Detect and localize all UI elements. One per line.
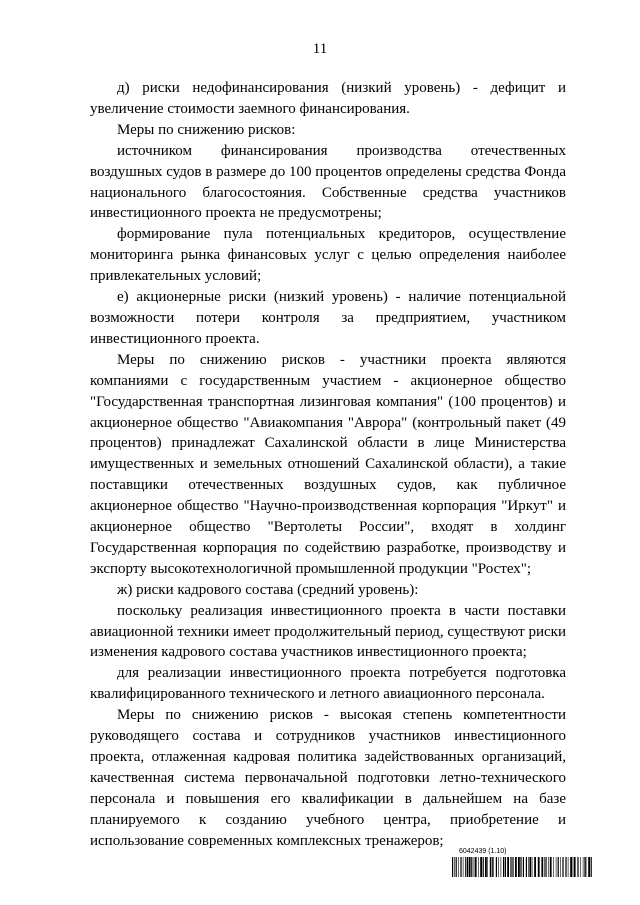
barcode-caption: 6042439 (1.10): [459, 848, 507, 855]
barcode-icon: [452, 857, 592, 877]
paragraph: для реализации инвестиционного проекта потребуется подготовка квалифицированного технического и летного авиационного персонала.: [90, 665, 566, 703]
paragraph: ж) риски кадрового состава (средний уровень):: [117, 581, 419, 598]
paragraph: формирование пула потенциальных кредиторов, осуществление мониторинга рынка финансовых услуг с целью определения наиболее привлекательных условий;: [90, 226, 566, 285]
document-body: [90, 78, 566, 852]
paragraph: Меры по снижению рисков:: [117, 121, 296, 138]
document-barcode: [452, 848, 592, 877]
paragraph: е) акционерные риски (низкий уровень) - наличие потенциальной возможности потери контроля за предприятием, участником инвестиционного проекта.: [90, 289, 566, 347]
paragraph: д) риски недофинансирования (низкий уровень) - дефицит и увеличение стоимости заемного финансирования.: [90, 80, 566, 117]
page-number: 11: [312, 41, 328, 57]
paragraph: поскольку реализация инвестиционного проекта в части поставки авиационной техники имеет продолжительный период, существуют риски изменения кадрового состава участников инвестиционного проекта;: [90, 602, 566, 661]
paragraph: Меры по снижению рисков - высокая степень компетентности руководящего состава и сотрудников участников инвестиционного проекта, отлаженная кадровая политика задействованных организаций, качественная система первоначальной подготовки летно-технического персонала и повышения его квалификации в дальнейшем на базе планируемого к созданию учебного центра, приобретение и использование современных комплексных тренажеров;: [90, 707, 566, 849]
paragraph: Меры по снижению рисков - участники проекта являются компаниями с государственным участием - акционерное общество "Государственная транспортная лизинговая компания" (100 процентов) и акционерное общество "Авиакомпания "Аврора" (контрольный пакет (49 процентов) принадлежат Сахалинской области в лице Министерства имущественных и земельных отношений Сахалинской области), а такие поставщики отечественных воздушных судов, как публичное акционерное общество "Научно-производственная корпорация "Иркут" и акционерное общество "Вертолеты России", входят в холдинг Государственная корпорация по содействию разработке, производству и экспорту высокотехнологичной промышленной продукции "Ростех";: [90, 351, 566, 577]
paragraph: источником финансирования производства отечественных воздушных судов в размере до 100 процентов определены средства Фонда национального благосостояния. Собственные средства участников инвестиционного проекта не предусмотрены;: [90, 142, 566, 222]
